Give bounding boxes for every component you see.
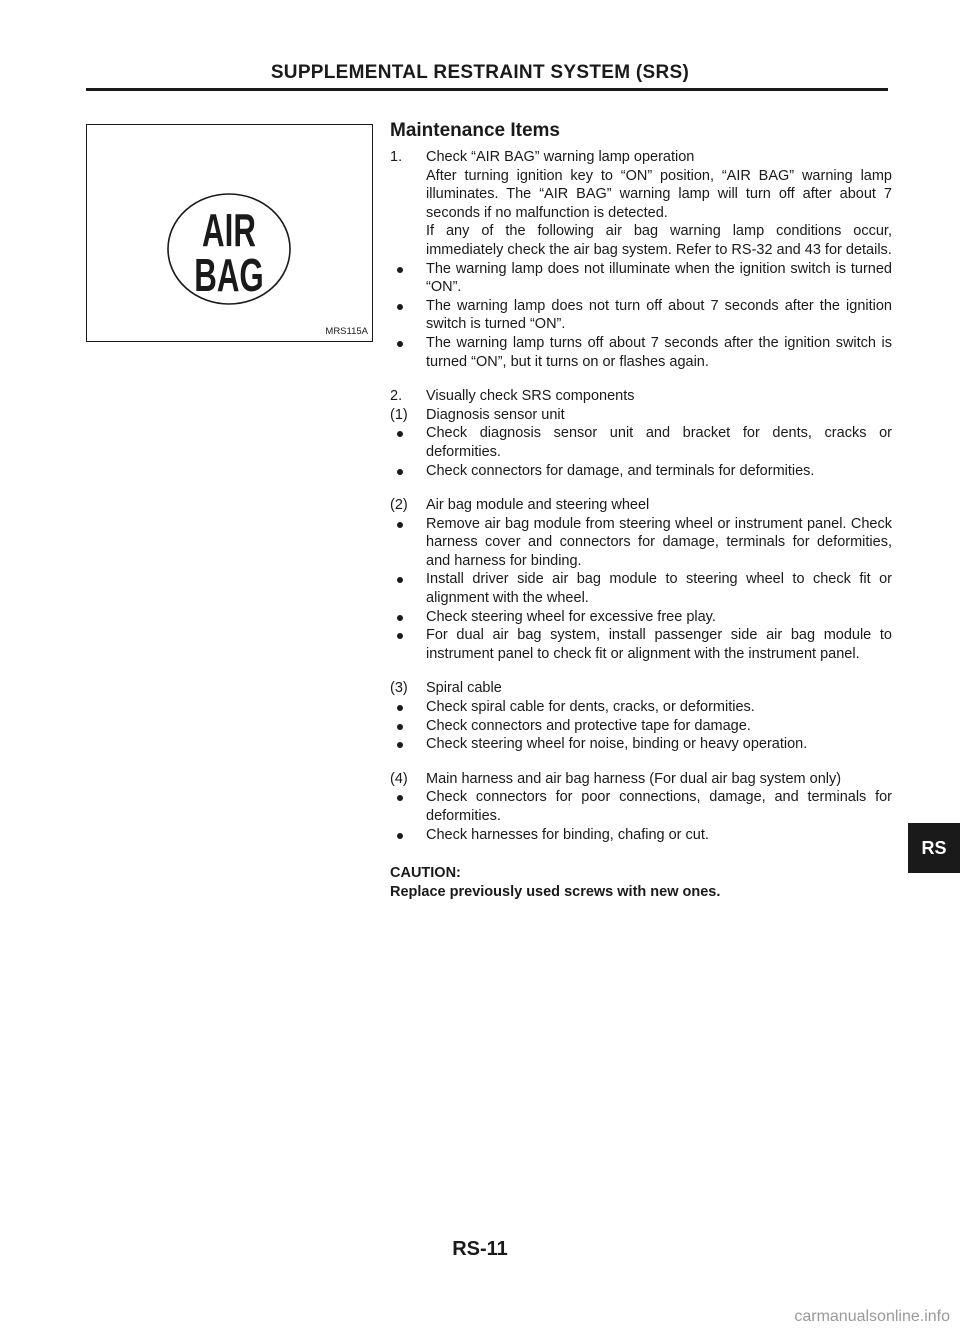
numbered-item — [390, 770, 892, 789]
bullet-icon — [397, 833, 403, 839]
paragraph — [390, 167, 892, 223]
spacer — [390, 371, 892, 387]
airbag-figure — [86, 124, 373, 342]
airbag-emblem-icon — [87, 125, 374, 343]
spacer — [390, 663, 892, 679]
bullet-text: Remove air bag module from steering wheel or instrument panel. Check harness cover and connectors for damage, terminals for deformities, and harness for binding. — [426, 515, 892, 569]
item-text: After turning ignition key to “ON” position, “AIR BAG” warning lamp illuminates. The “AIR BAG” warning lamp will turn off after about 7 seconds if no malfunction is detected. — [426, 167, 892, 221]
bullet-icon — [397, 304, 403, 310]
spacer — [390, 754, 892, 770]
bullet-icon — [397, 522, 403, 528]
bullet-text: For dual air bag system, install passenger side air bag module to instrument panel to check fit or alignment with the instrument panel. — [426, 627, 892, 662]
watermark: carmanualsonline.info — [794, 1308, 950, 1325]
item-text: Main harness and air bag harness (For dual air bag system only) — [426, 770, 842, 787]
bullet-icon — [397, 633, 403, 639]
item-text: Air bag module and steering wheel — [426, 497, 650, 514]
bullet-item — [390, 260, 892, 297]
main-content — [390, 118, 892, 901]
bullet-text: Check connectors and protective tape for damage. — [426, 717, 751, 734]
bullet-item — [390, 462, 892, 481]
item-marker: 1. — [390, 149, 403, 165]
bullet-icon — [397, 705, 403, 711]
item-text: Check “AIR BAG” warning lamp operation — [426, 149, 695, 165]
bullet-text: The warning lamp does not illuminate when the ignition switch is turned “ON”. — [426, 260, 892, 296]
paragraph — [390, 222, 892, 259]
figure-text-bag: BAG — [194, 250, 264, 302]
numbered-item — [390, 679, 892, 698]
bullet-item — [390, 608, 892, 627]
bullet-item — [390, 735, 892, 754]
bullet-text: Check connectors for damage, and terminals for deformities. — [426, 462, 815, 479]
bullet-icon — [397, 469, 403, 475]
bullet-icon — [397, 431, 403, 437]
item-list — [390, 148, 892, 844]
figure-code: MRS115A — [325, 326, 368, 337]
item-marker: (2) — [390, 497, 408, 514]
figure-text-air: AIR — [202, 205, 256, 257]
bullet-item — [390, 570, 892, 607]
section-title: Maintenance Items — [390, 120, 560, 141]
bullet-icon — [397, 724, 403, 730]
numbered-item — [390, 496, 892, 515]
bullet-item — [390, 717, 892, 736]
page-number: RS-11 — [452, 1238, 508, 1260]
item-text: Diagnosis sensor unit — [426, 406, 565, 423]
bullet-item — [390, 297, 892, 334]
bullet-item — [390, 334, 892, 371]
item-marker: 2. — [390, 388, 403, 405]
bullet-text: Check connectors for poor connections, damage, and terminals for deformities. — [426, 789, 892, 824]
bullet-text: The warning lamp turns off about 7 seconds after the ignition switch is turned “ON”, but it turns on or flashes again. — [426, 334, 892, 370]
bullet-text: Check harnesses for binding, chafing or cut. — [426, 826, 709, 843]
page-title: SUPPLEMENTAL RESTRAINT SYSTEM (SRS) — [270, 62, 690, 83]
numbered-item — [390, 406, 892, 425]
numbered-item — [390, 148, 892, 167]
bullet-item — [390, 698, 892, 717]
bullet-icon — [397, 615, 403, 621]
bullet-item — [390, 626, 892, 663]
bullet-text: Check diagnosis sensor unit and bracket for dents, cracks or deformities. — [426, 425, 892, 460]
item-text: Spiral cable — [426, 680, 502, 697]
bullet-text: Install driver side air bag module to steering wheel to check fit or alignment with the wheel. — [426, 571, 892, 607]
bullet-icon — [397, 795, 403, 801]
item-text: If any of the following air bag warning lamp conditions occur, immediately check the air bag system. Refer to RS-32 and 43 for details. — [426, 223, 892, 258]
bullet-text: The warning lamp does not turn off about 7 seconds after the ignition switch is turned “ON”. — [426, 297, 892, 333]
bullet-item — [390, 515, 892, 571]
bullet-text: Check steering wheel for noise, binding or heavy operation. — [426, 736, 808, 753]
item-marker: (4) — [390, 770, 408, 787]
item-marker: (3) — [390, 680, 408, 697]
bullet-icon — [397, 577, 403, 583]
bullet-icon — [397, 742, 403, 748]
numbered-item — [390, 387, 892, 406]
bullet-item — [390, 788, 892, 825]
bullet-text: Check spiral cable for dents, cracks, or deformities. — [426, 699, 755, 716]
item-marker: (1) — [390, 406, 408, 423]
bullet-icon — [397, 341, 403, 347]
spacer — [390, 480, 892, 496]
header-rule — [86, 88, 888, 91]
caution-text: Replace previously used screws with new ones. — [390, 883, 721, 900]
caution-heading: CAUTION: — [390, 865, 461, 882]
bullet-item — [390, 826, 892, 845]
item-text: Visually check SRS components — [426, 388, 635, 405]
bullet-icon — [397, 267, 403, 273]
bullet-item — [390, 424, 892, 461]
section-tab-rs: RS — [908, 823, 960, 873]
bullet-text: Check steering wheel for excessive free play. — [426, 608, 716, 625]
